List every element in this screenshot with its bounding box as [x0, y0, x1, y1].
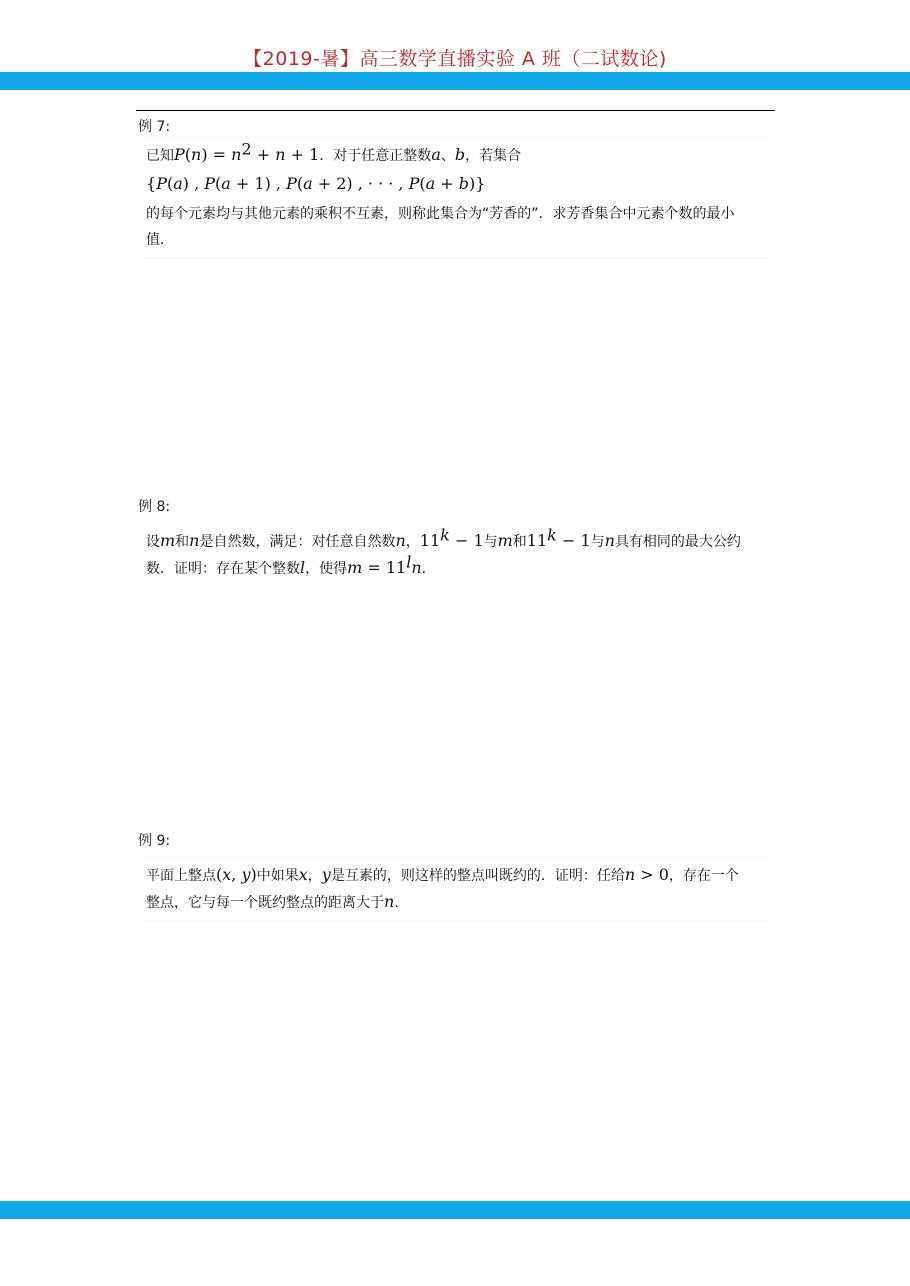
- formula-P-n: P: [174, 145, 185, 164]
- example-8-problem: [140, 524, 772, 586]
- example-7-line-3: 的每个元素均与其他元素的乘积不互素，则称此集合为“芳香的”．求芳香集合中元素个数的最小: [146, 206, 735, 222]
- example-7-problem: [140, 138, 772, 257]
- example-7-line-4: 值．: [146, 232, 174, 248]
- example-8-label: 例 8:: [138, 499, 171, 515]
- example-7-label: 例 7:: [138, 119, 171, 135]
- header-band: [0, 72, 910, 90]
- header-rule: [136, 110, 775, 111]
- footer-band: [0, 1201, 910, 1219]
- example-8-line-1: 设m和n是自然数，满足：对任意自然数n，$11^k - 1$与m和$11^k - 1$与n具有相同的最大公约: [146, 525, 741, 550]
- example-7-set-formula: {P(a) , P(a + 1) , P(a + 2) , · · · , P(a + b)}: [146, 174, 486, 193]
- example-9-label: 例 9:: [138, 833, 171, 849]
- example-8-line-2: 数．证明：存在某个整数l，使得$m = 11^ln$．: [146, 552, 436, 577]
- example-7-line-1: 已知$P(n) = n^2 + n + 1$．对于任意正整数a、b，若集合: [146, 139, 522, 164]
- example-9-line-1: 平面上整点(x, y)中如果x，y是互素的，则这样的整点叫既约的．证明：任给n > 0，存在一个: [146, 865, 739, 884]
- example-9-problem: [140, 858, 772, 920]
- page-header-title: 【2019-暑】高三数学直播实验 A 班（二试数论): [243, 48, 667, 70]
- example-9-line-2: 整点，它与每一个既约整点的距离大于n．: [146, 892, 409, 911]
